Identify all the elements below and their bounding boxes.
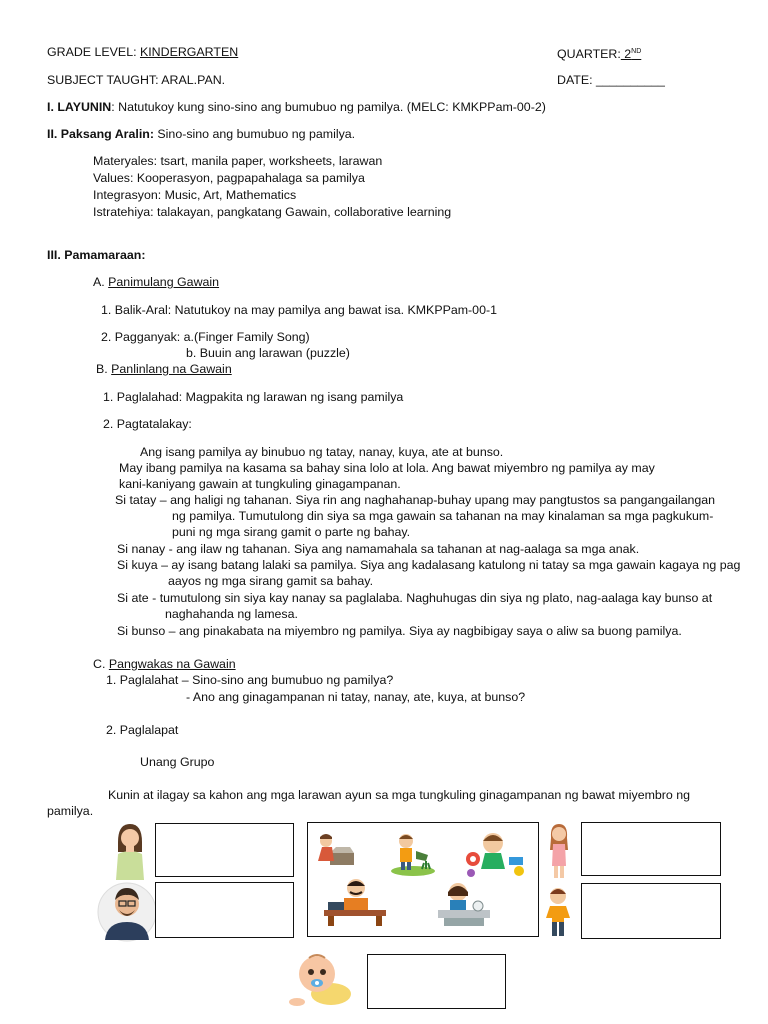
istratehiya: Istratehiya: talakayan, pangkatang Gawain, collaborative learning [93, 205, 452, 219]
discussion-line: kani-kaniyang gawain at tungkuling ginagampanan. [119, 477, 401, 491]
paglalapat: 2. Paglalapat [106, 723, 179, 737]
mother-figure-icon[interactable] [108, 822, 152, 882]
integrasyon: Integrasyon: Music, Art, Mathematics [93, 188, 297, 202]
discussion-line: May ibang pamilya na kasama sa bahay sina lolo at lola. Ang bawat miyembro ng pamilya ay may [119, 461, 655, 475]
unang-grupo: Unang Grupo [140, 755, 215, 769]
instruction-cont: pamilya. [47, 804, 94, 818]
quarter-value: 2ND [620, 47, 642, 61]
boy-figure-icon[interactable] [542, 884, 574, 940]
discussion-line: Si tatay – ang haligi ng tahanan. Siya rin ang naghahanap-buhay upang may pangtustos sa pangangailangan [115, 493, 716, 507]
grade-value: KINDERGARTEN [139, 45, 239, 59]
date-field: DATE: __________ [557, 73, 665, 87]
discussion-line: naghahanda ng lamesa. [165, 607, 298, 621]
discussion-line: ng pamilya. Tumutulong din siya sa mga gawain sa tahanan na may kinalaman sa mga pagkukum- [172, 509, 714, 523]
quarter: QUARTER: 2ND [557, 47, 642, 61]
girl-washing-dishes-icon[interactable] [434, 880, 494, 928]
paglalahat: 1. Paglalahat – Sino-sino ang bumubuo ng pamilya? [106, 673, 394, 687]
girl-figure-icon[interactable] [546, 822, 572, 880]
baby-figure-icon[interactable] [287, 950, 353, 1008]
paglalahad: 1. Paglalahad: Magpakita ng larawan ng isang pamilya [103, 390, 404, 404]
grade-level: GRADE LEVEL: KINDERGARTEN [47, 45, 239, 59]
pagganyak-b: b. Buuin ang larawan (puzzle) [186, 346, 350, 360]
discussion-line: aayos ng mga sirang gamit sa bahay. [168, 574, 374, 588]
discussion-line: puni ng mga sirang gamit o parte ng bahay. [172, 525, 411, 539]
boy-watering-plants-icon[interactable] [388, 831, 438, 877]
subject-taught: SUBJECT TAUGHT: ARAL.PAN. [47, 73, 226, 87]
paksang-aralin: II. Paksang Aralin: Sino-sino ang bumubuo ng pamilya. [47, 127, 356, 141]
answer-box-baby[interactable] [367, 954, 506, 1009]
man-working-computer-icon[interactable] [322, 876, 388, 928]
pamamaraan-heading: III. Pamamaraan: [47, 248, 146, 262]
discussion-line: Ang isang pamilya ay binubuo ng tatay, nanay, kuya, ate at bunso. [140, 445, 504, 459]
answer-box-father[interactable] [155, 882, 294, 938]
pagtatalakay: 2. Pagtatalakay: [103, 417, 192, 431]
layunin: I. LAYUNIN: Natutukoy kung sino-sino ang bumubuo ng pamilya. (MELC: KMKPPam-00-2) [47, 100, 546, 114]
pagganyak-a: 2. Pagganyak: a.(Finger Family Song) [101, 330, 310, 344]
discussion-line: Si nanay - ang ilaw ng tahanan. Siya ang namamahala sa tahanan at nag-aalaga sa mga anak. [117, 542, 640, 556]
child-playing-toys-icon[interactable] [463, 829, 529, 879]
answer-box-boy[interactable] [581, 883, 721, 939]
father-figure-icon[interactable] [97, 882, 157, 942]
section-a-heading: A. Panimulang Gawain [93, 275, 220, 289]
instruction: Kunin at ilagay sa kahon ang mga larawan ayun sa mga tungkuling ginagampanan ng bawat miyembro ng [108, 788, 691, 802]
balik-aral: 1. Balik-Aral: Natutukoy na may pamilya ang bawat isa. KMKPPam-00-1 [101, 303, 497, 317]
discussion-line: Si kuya – ay isang batang lalaki sa pamilya. Siya ang kadalasang katulong ni tatay sa mga gawain kagaya ng pag [117, 558, 741, 572]
laundry-activity-icon[interactable] [316, 829, 360, 869]
section-c-heading: C. Pangwakas na Gawain [93, 657, 236, 671]
answer-box-girl[interactable] [581, 822, 721, 876]
paglalahat-question: - Ano ang ginagampanan ni tatay, nanay, ate, kuya, at bunso? [186, 690, 526, 704]
materyales: Materyales: tsart, manila paper, worksheets, larawan [93, 154, 383, 168]
answer-box-mother[interactable] [155, 823, 294, 877]
discussion-line: Si bunso – ang pinakabata na miyembro ng pamilya. Siya ay nagbibigay saya o aliw sa buong pamilya. [117, 624, 682, 638]
discussion-line: Si ate - tumutulong sin siya kay nanay sa paglalaba. Naghuhugas din siya ng plato, nag-aalaga kay bunso at [117, 591, 713, 605]
section-b-heading: B. Panlinlang na Gawain [96, 362, 232, 376]
values: Values: Kooperasyon, pagpapahalaga sa pamilya [93, 171, 365, 185]
